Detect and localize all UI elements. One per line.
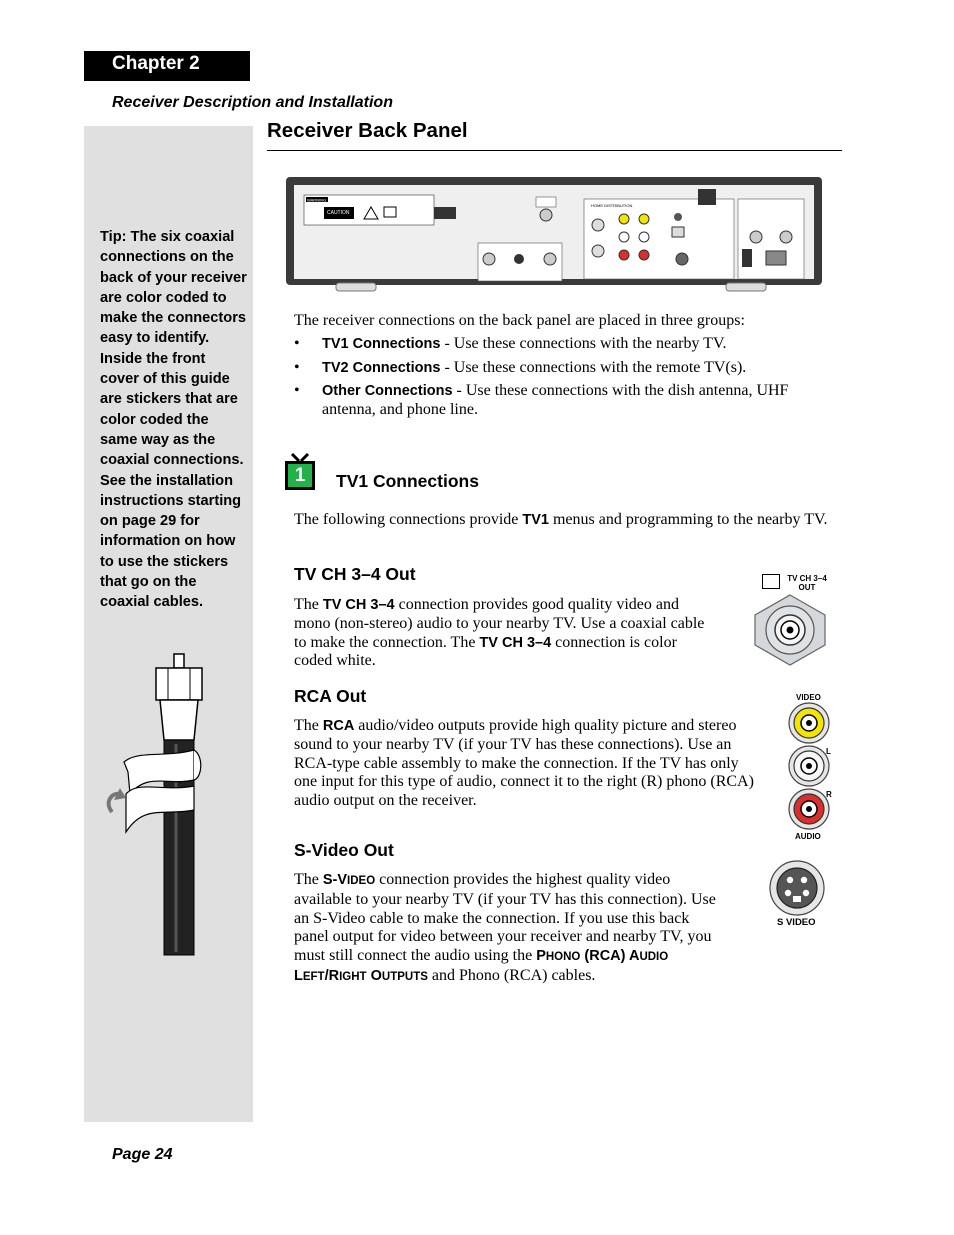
- svideo-term: A: [628, 948, 640, 965]
- svideo-term: O: [366, 967, 382, 984]
- bullet-term: TV1 Connections: [322, 336, 441, 352]
- tv1-badge-icon: [284, 453, 316, 491]
- rca-audio-label: AUDIO: [795, 832, 821, 841]
- tvch-term: TV CH 3–4: [322, 597, 395, 613]
- bullet-marker: •: [294, 382, 300, 399]
- sidebar-tip: Tip: The six coaxial connections on the back of your receiver are color coded to make the connectors easy to identify. Inside the front cover of this guide are stickers that are color coded the same way as the coaxial connections. See the installation instructions starting on page 29 for information on how to use the stickers that go on the coaxial cables.: [100, 229, 247, 611]
- svideo-text: connection provides the highest quality video available to your nearby TV (if your TV has this connection). Use an S-Video cable to make the connection. If you use this back panel output for video between your receiver and nearby TV, you must still connect the audio using the: [294, 871, 716, 965]
- section-subtitle: Receiver Description and Installation: [112, 94, 393, 111]
- svideo-term: P: [536, 948, 546, 965]
- bullet-text: - Use these connections with the remote TV(s).: [440, 359, 747, 376]
- bullet-marker: •: [294, 359, 300, 376]
- rca-text: audio/video outputs provide high quality picture and stereo sound to your nearby TV (if your TV has these connections). Use an RCA-type cable assembly to make the connection. If the TV has only one input for this type of audio, connect it to the right (R) phono (RCA) audio output on the receiver.: [294, 717, 754, 810]
- svideo-term: UTPUTS: [381, 970, 428, 983]
- svideo-term: IGHT: [339, 970, 367, 983]
- tv1-intro-text-end: menus and programming to the nearby TV.: [548, 511, 828, 528]
- rca-audio-left-jack: [789, 746, 829, 786]
- svideo-paragraph: [294, 871, 726, 987]
- coax-connector-icon: [751, 593, 829, 667]
- page-number: Page 24: [112, 1146, 173, 1163]
- svideo-term: UDIO: [639, 951, 669, 964]
- receiver-back-panel-image: [286, 177, 822, 293]
- tvch-text: The: [294, 596, 323, 613]
- rca-heading: RCA Out: [294, 686, 367, 706]
- svideo-term: S-V: [322, 872, 348, 888]
- bullet-term: TV2 Connections: [322, 360, 441, 376]
- tvch-paragraph: [294, 596, 714, 671]
- svideo-heading: S-Video Out: [294, 840, 394, 860]
- page-title: Receiver Back Panel: [267, 119, 468, 142]
- bullet-term: Other Connections: [322, 383, 453, 399]
- rca-left-label: L: [826, 747, 831, 756]
- panel-warning-label: WARNING: [307, 197, 327, 203]
- panel-caution-label: CAUTION: [327, 210, 350, 216]
- tvch-heading: TV CH 3–4 Out: [294, 564, 416, 584]
- intro-paragraph: The receiver connections on the back panel are placed in three groups:: [294, 312, 745, 329]
- rca-right-label: R: [826, 790, 832, 799]
- tvch-text: connection provides good quality video and mono (non-stereo) audio to your nearby TV. Use a coaxial cable to make the connection. The: [294, 596, 705, 651]
- rca-term: RCA: [322, 718, 355, 734]
- tvch-term: TV CH 3–4: [479, 634, 552, 651]
- svideo-term: EFT: [302, 970, 325, 983]
- svideo-connector-icon: [769, 860, 825, 916]
- tv1-intro-term: TV1: [522, 512, 549, 528]
- tv1-intro-text: The following connections provide: [294, 511, 523, 528]
- tv1-heading: TV1 Connections: [336, 471, 479, 491]
- bullet-text: - Use these connections with the dish antenna, UHF antenna, and phone line.: [322, 382, 789, 418]
- tvch-figure-label-line1: TV CH 3–4: [787, 574, 827, 583]
- svideo-term: (RCA): [580, 948, 629, 965]
- svideo-term: /R: [324, 967, 340, 984]
- panel-home-distribution-label: HOME DISTRIBUTION: [591, 203, 633, 208]
- tvch-color-swatch: [762, 574, 780, 589]
- chapter-tab: Chapter 2: [84, 51, 250, 81]
- tvch-text: connection is color coded white.: [294, 633, 677, 670]
- svideo-term: IDEO: [347, 875, 376, 887]
- bullet-text: - Use these connections with the nearby TV.: [440, 335, 727, 352]
- svideo-text: and Phono (RCA) cables.: [427, 966, 596, 984]
- rca-video-jack: [789, 703, 829, 743]
- tvch-figure-label: [784, 574, 830, 592]
- rca-paragraph: [294, 717, 764, 811]
- tv1-intro: [294, 511, 842, 530]
- rca-text: The: [294, 717, 323, 734]
- coaxial-cable-illustration: [98, 652, 218, 962]
- svideo-term: L: [294, 967, 303, 984]
- rca-connectors-icon: [786, 702, 832, 832]
- title-divider: [267, 150, 842, 151]
- svideo-term: HONO: [545, 951, 581, 964]
- bullet-marker: •: [294, 335, 300, 352]
- rca-video-label: VIDEO: [796, 693, 821, 702]
- svideo-figure-label: S VIDEO: [777, 917, 816, 928]
- tvch-figure-label-line2: OUT: [798, 583, 816, 592]
- rca-audio-right-jack: [789, 789, 829, 829]
- tv1-badge-number: 1: [294, 465, 306, 486]
- svideo-text: The: [294, 871, 323, 888]
